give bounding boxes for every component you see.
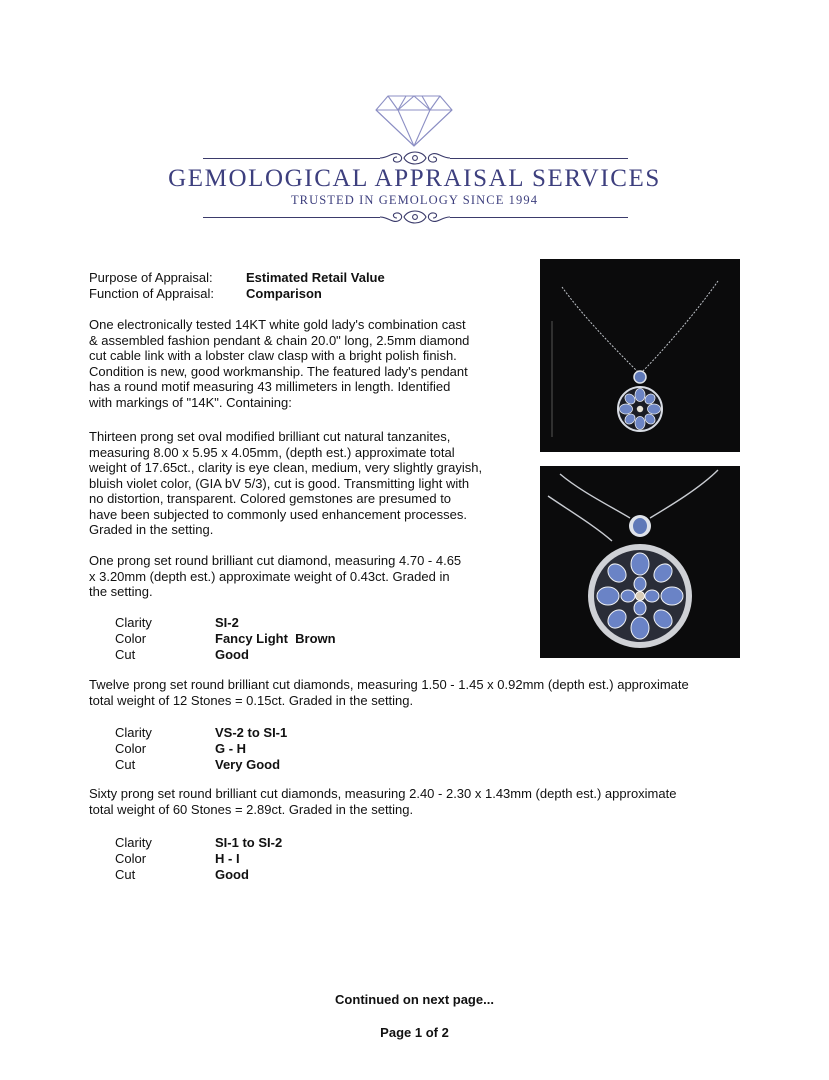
text-line: cut cable link with a lobster claw clasp with a bright polish finish. — [89, 348, 457, 363]
grade-value: H - I — [215, 851, 240, 866]
grade-value: G - H — [215, 741, 247, 756]
top-rule-right — [450, 158, 628, 159]
grade-value: Fancy Light Brown — [215, 631, 336, 646]
text-line: x 3.20mm (depth est.) approximate weight of 0.43ct. Graded in — [89, 568, 450, 584]
text-line: bluish violet color, (GIA bV 5/3), cut is good. Transmitting light with — [89, 475, 470, 491]
bottom-rule-left — [203, 217, 380, 218]
bottom-flourish-ornament — [378, 207, 452, 227]
function-value: Comparison — [246, 286, 322, 301]
text-line: Thirteen prong set oval modified brilliant cut natural tanzanites, — [89, 429, 451, 444]
grade-label: Color — [115, 631, 147, 646]
text-line: with markings of "14K". Containing: — [89, 394, 292, 410]
grade-label: Color — [115, 851, 147, 866]
diamond-outline-icon — [374, 92, 454, 148]
grade-label: Clarity — [115, 725, 152, 740]
grade-value: SI-2 — [215, 615, 239, 630]
pendant-closeup-illustration — [540, 466, 740, 658]
grade-label: Cut — [115, 647, 136, 662]
center-diamond-description — [89, 553, 519, 600]
grade-label: Cut — [115, 757, 136, 772]
purpose-value: Estimated Retail Value — [246, 270, 385, 285]
text-line: Twelve prong set round brilliant cut diamonds, measuring 1.50 - 1.45 x 0.92mm (depth est.) approximate — [89, 677, 689, 692]
bottom-rule-right — [450, 217, 628, 218]
text-line: total weight of 60 Stones = 2.89ct. Graded in the setting. — [89, 801, 414, 817]
page-number: Page 1 of 2 — [380, 1025, 449, 1040]
text-line: weight of 17.65ct., clarity is eye clean, medium, very slightly grayish, — [89, 460, 483, 475]
text-line: One electronically tested 14KT white gold lady's combination cast — [89, 317, 466, 332]
text-line: have been subjected to commonly used enhancement processes. — [89, 506, 467, 522]
item-description — [89, 317, 519, 410]
text-line: Condition is new, good workmanship. The featured lady's pendant — [89, 363, 468, 379]
text-line: Graded in the setting. — [89, 522, 214, 537]
pendant-photo-closeup — [540, 466, 740, 658]
grade-label: Clarity — [115, 615, 152, 630]
grade-label: Cut — [115, 867, 136, 882]
grade-value: VS-2 to SI-1 — [215, 725, 288, 740]
text-line: & assembled fashion pendant & chain 20.0" long, 2.5mm diamond — [89, 332, 470, 348]
text-line: has a round motif measuring 43 millimeters in length. Identified — [89, 379, 451, 394]
grade-value: Good — [215, 647, 249, 662]
text-line: the setting. — [89, 584, 153, 599]
brand-name: GEMOLOGICAL APPRAISAL SERVICES — [168, 165, 661, 192]
twelve-diamonds-description — [89, 677, 729, 708]
text-line: total weight of 12 Stones = 0.15ct. Graded in the setting. — [89, 692, 414, 708]
function-label: Function of Appraisal: — [89, 286, 215, 301]
text-line: measuring 8.00 x 5.95 x 4.05mm, (depth est.) approximate total — [89, 444, 455, 460]
pendant-photo-full — [540, 259, 740, 452]
grade-value: Good — [215, 867, 249, 882]
grade-label: Color — [115, 741, 147, 756]
text-line: no distortion, transparent. Colored gemstones are presumed to — [89, 491, 452, 506]
brand-tagline: TRUSTED IN GEMOLOGY SINCE 1994 — [290, 193, 539, 207]
continued-notice: Continued on next page... — [335, 992, 494, 1007]
purpose-label: Purpose of Appraisal: — [89, 270, 213, 285]
tanzanite-description — [89, 429, 519, 538]
top-rule-left — [203, 158, 380, 159]
grade-value: Very Good — [215, 757, 281, 772]
grade-label: Clarity — [115, 835, 152, 850]
pendant-full-illustration — [540, 259, 740, 452]
grade-value: SI-1 to SI-2 — [215, 835, 283, 850]
text-line: One prong set round brilliant cut diamond, measuring 4.70 - 4.65 — [89, 553, 462, 568]
sixty-diamonds-description — [89, 786, 729, 817]
text-line: Sixty prong set round brilliant cut diamonds, measuring 2.40 - 2.30 x 1.43mm (depth est.) approximate — [89, 786, 677, 801]
